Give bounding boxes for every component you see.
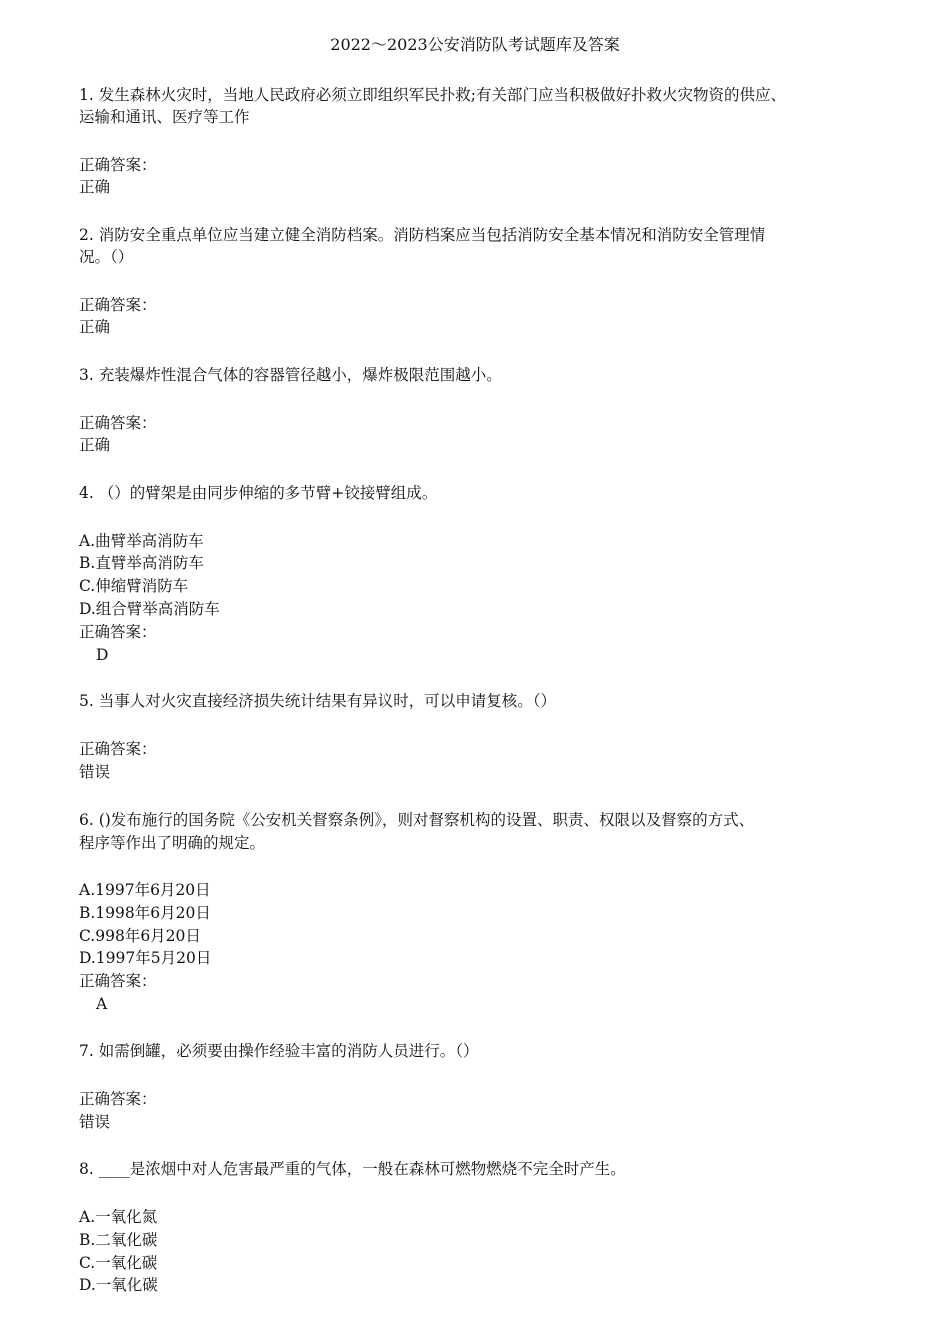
question-3-answer: 正确 — [79, 436, 111, 454]
question-8-option-a: A.一氧化氮 — [79, 1208, 158, 1226]
question-6-option-d: D.1997年5月20日 — [79, 949, 212, 967]
question-6-answer: A — [96, 995, 108, 1013]
question-4-option-a: A.曲臂举高消防车 — [79, 532, 204, 550]
question-8-option-d: D.一氧化碳 — [79, 1276, 158, 1294]
question-4-option-b: B.直臂举高消防车 — [79, 554, 204, 572]
question-6-option-b: B.1998年6月20日 — [79, 904, 211, 922]
question-8-option-c: C.一氧化碳 — [79, 1254, 158, 1272]
question-6-text: 6. ()发布施行的国务院《公安机关督察条例》，则对督察机构的设置、职责、权限以及督察的方式、 — [79, 811, 755, 829]
question-1-text: 运输和通讯、医疗等工作 — [79, 108, 250, 126]
question-6-option-c: C.998年6月20日 — [79, 927, 201, 945]
question-7-text: 7. 如需倒罐，必须要由操作经验丰富的消防人员进行。（） — [79, 1042, 479, 1060]
question-2-text: 况。（） — [79, 248, 134, 266]
question-8-option-b: B.二氧化碳 — [79, 1231, 158, 1249]
question-4-option-c: C.伸缩臂消防车 — [79, 577, 189, 595]
answer-label: 正确答案： — [79, 296, 157, 314]
question-1-text: 1. 发生森林火灾时，当地人民政府必须立即组织军民扑救;有关部门应当积极做好扑救火灾物资的供应、 — [79, 86, 786, 104]
answer-label: 正确答案： — [79, 414, 157, 432]
question-7-answer: 错误 — [79, 1113, 111, 1131]
question-8-text: 8. ____是浓烟中对人危害最严重的气体，一般在森林可燃物燃烧不完全时产生。 — [79, 1160, 626, 1178]
question-1-answer: 正确 — [79, 178, 111, 196]
question-3-text: 3. 充装爆炸性混合气体的容器管径越小，爆炸极限范围越小。 — [79, 366, 502, 384]
answer-label: 正确答案： — [79, 156, 157, 174]
answer-label: 正确答案： — [79, 1090, 157, 1108]
question-4-text: 4. （）的臂架是由同步伸缩的多节臂+铰接臂组成。 — [79, 484, 438, 502]
question-6-text: 程序等作出了明确的规定。 — [79, 834, 266, 852]
question-4-answer: D — [96, 646, 109, 664]
answer-label: 正确答案： — [79, 740, 157, 758]
answer-label: 正确答案： — [79, 972, 157, 990]
question-2-text: 2. 消防安全重点单位应当建立健全消防档案。消防档案应当包括消防安全基本情况和消防安全管理情 — [79, 226, 766, 244]
question-4-option-d: D.组合臂举高消防车 — [79, 600, 220, 618]
answer-label: 正确答案： — [79, 623, 157, 641]
page-title: 2022～2023公安消防队考试题库及答案 — [330, 35, 620, 54]
question-2-answer: 正确 — [79, 318, 111, 336]
question-5-text: 5. 当事人对火灾直接经济损失统计结果有异议时，可以申请复核。（） — [79, 692, 556, 710]
question-5-answer: 错误 — [79, 763, 111, 781]
question-6-option-a: A.1997年6月20日 — [79, 881, 211, 899]
